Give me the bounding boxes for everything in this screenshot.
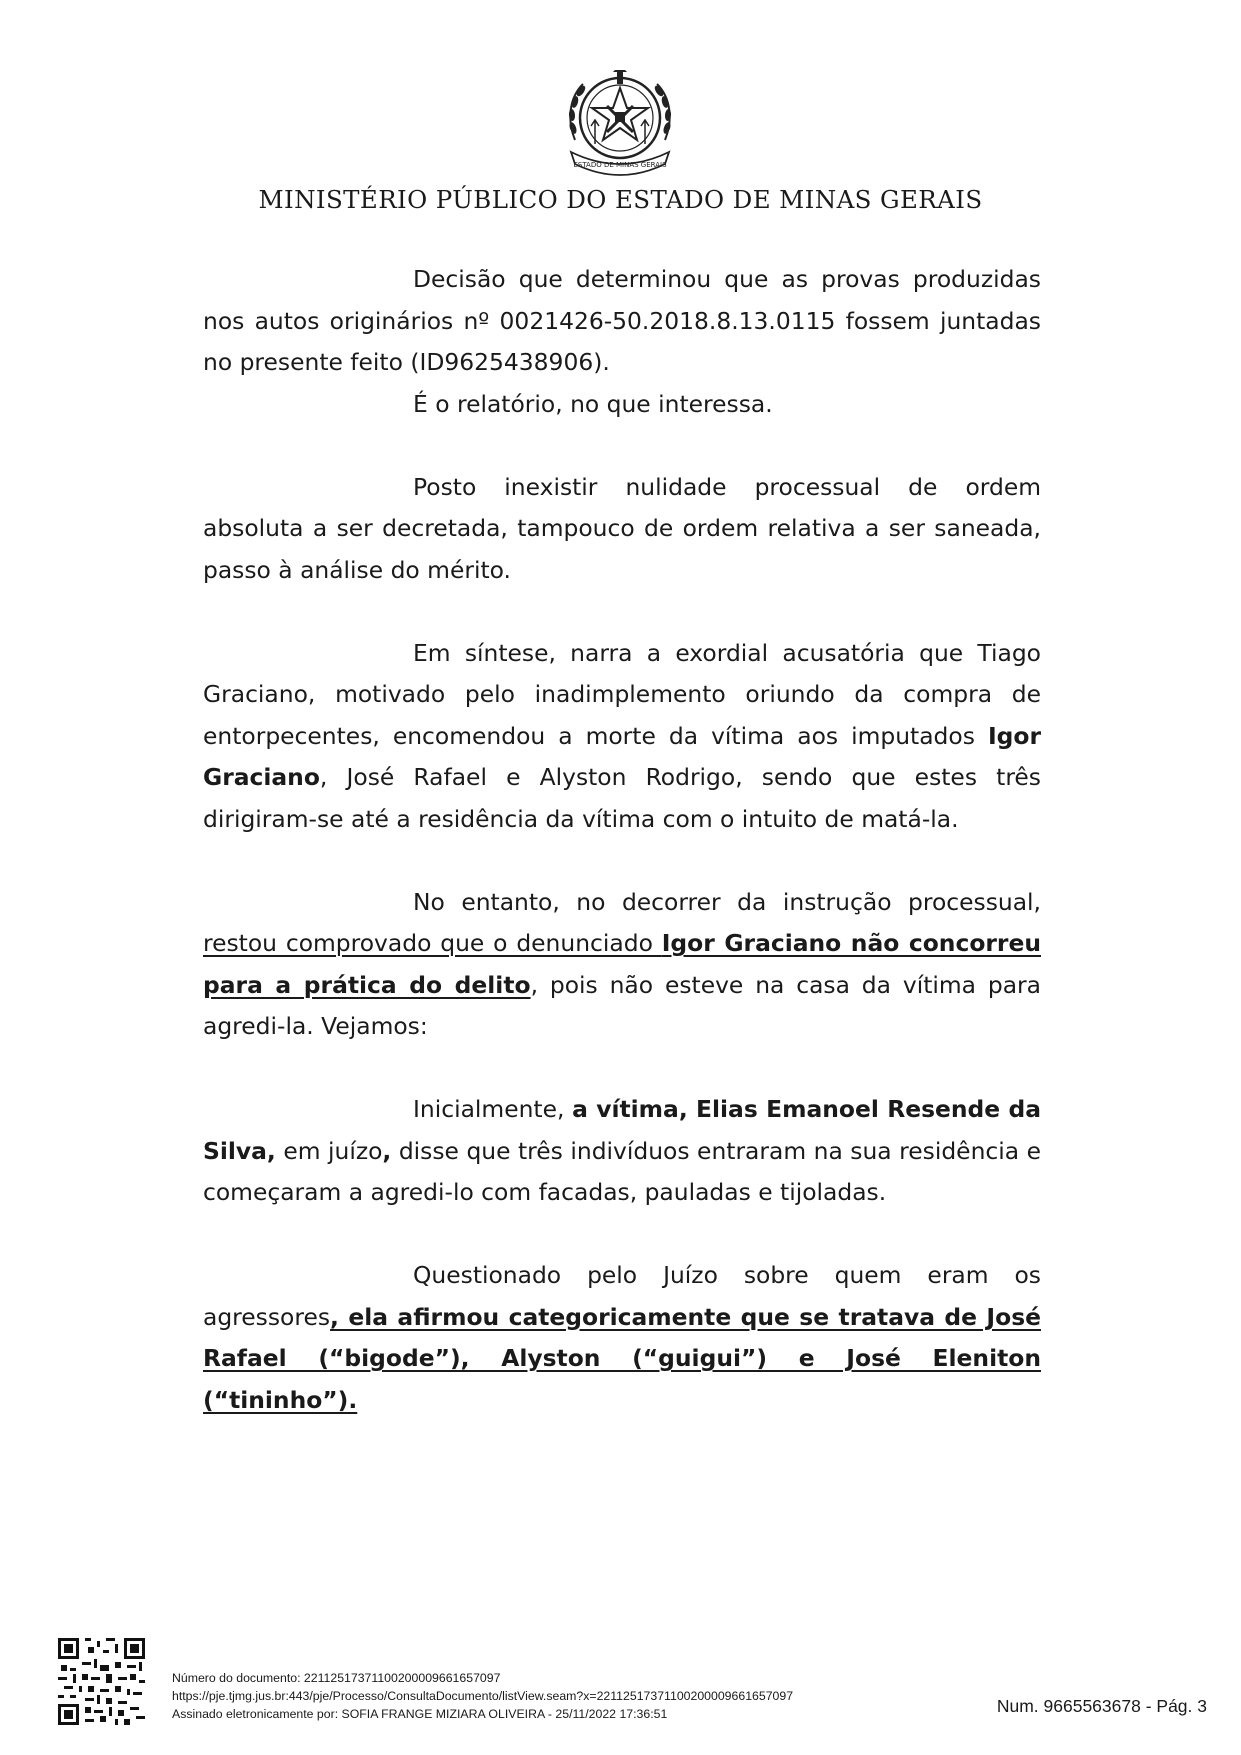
document-body	[203, 259, 1041, 1421]
paragraph-6-text-end: disse que três indivíduos entraram na sua residência e começaram a agredi-lo com facadas, pauladas e tijoladas.	[203, 1136, 1041, 1206]
document-url[interactable]: https://pje.tjmg.jus.br:443/pje/Processo/ConsultaDocumento/listView.seam?x=22112517371100200009661657097	[172, 1689, 794, 1703]
paragraph-4-text: Em síntese, narra a exordial acusatória que Tiago Graciano, motivado pelo inadimplemento oriundo da compra de entorpecentes, encomendou a morte da vítima aos imputados	[203, 638, 1041, 750]
electronic-signature: Assinado eletronicamente por: SOFIA FRANGE MIZIARA OLIVEIRA - 25/11/2022 17:36:51	[172, 1707, 668, 1721]
paragraph-4	[203, 633, 1041, 841]
paragraph-4-text-end: , José Rafael e Alyston Rodrigo, sendo que estes três dirigiram-se até a residência da vítima com o intuito de matá-la.	[203, 763, 1041, 833]
paragraph-7	[203, 1255, 1041, 1421]
paragraph-6	[203, 1089, 1041, 1214]
paragraph-5-underlined: restou comprovado que o denunciado	[203, 929, 662, 957]
paragraph-7-bold-underlined: , ela afirmou categoricamente que se tratava de José Rafael (“bigode”), Alyston (“guigui”) e José Eleniton (“tininho”).	[203, 1302, 1041, 1414]
paragraph-5	[203, 882, 1041, 1048]
page-number: Num. 9665563678 - Pág. 3	[996, 1696, 1207, 1716]
paragraph-6-text: Inicialmente,	[413, 1095, 573, 1123]
paragraph-3	[203, 467, 1041, 592]
paragraph-7-text: Questionado pelo Juízo sobre quem eram os agressores	[203, 1261, 1041, 1331]
defendant-name: Igor Graciano	[203, 721, 1041, 791]
paragraph-5-bold-underlined: Igor Graciano não concorreu para a prática do delito	[203, 929, 1041, 999]
coat-of-arms-icon	[561, 70, 679, 176]
seal-ribbon-text: ESTADO DE MINAS GERAIS	[573, 161, 667, 169]
victim-name: a vítima, Elias Emanoel Resende da Silva,	[203, 1095, 1041, 1165]
paragraph-3-text: Posto inexistir nulidade processual de ordem absoluta a ser decretada, tampouco de ordem relativa a ser saneada, passo à análise do mérito.	[203, 472, 1041, 584]
paragraph-1-text: Decisão que determinou que as provas produzidas nos autos originários nº 0021426-50.2018.8.13.0115 fossem juntadas no presente feito (ID9625438906).	[203, 265, 1041, 376]
paragraph-6-text-mid: em juízo	[275, 1136, 383, 1165]
document-number: Número do documento: 22112517371100200009661657097	[172, 1671, 501, 1685]
paragraph-5-text-end: , pois não esteve na casa da vítima para agredi-la. Vejamos:	[203, 970, 1041, 1040]
paragraph-5-text: No entanto, no decorrer da instrução processual,	[413, 887, 1041, 916]
paragraph-2	[203, 384, 1041, 426]
paragraph-6-comma: ,	[382, 1136, 392, 1165]
signature-footer	[172, 1669, 793, 1723]
paragraph-1	[203, 259, 1041, 384]
qr-code-icon	[58, 1638, 145, 1725]
paragraph-2-text: É o relatório, no que interessa.	[413, 389, 773, 418]
page-title: MINISTÉRIO PÚBLICO DO ESTADO DE MINAS GERAIS	[258, 185, 983, 214]
